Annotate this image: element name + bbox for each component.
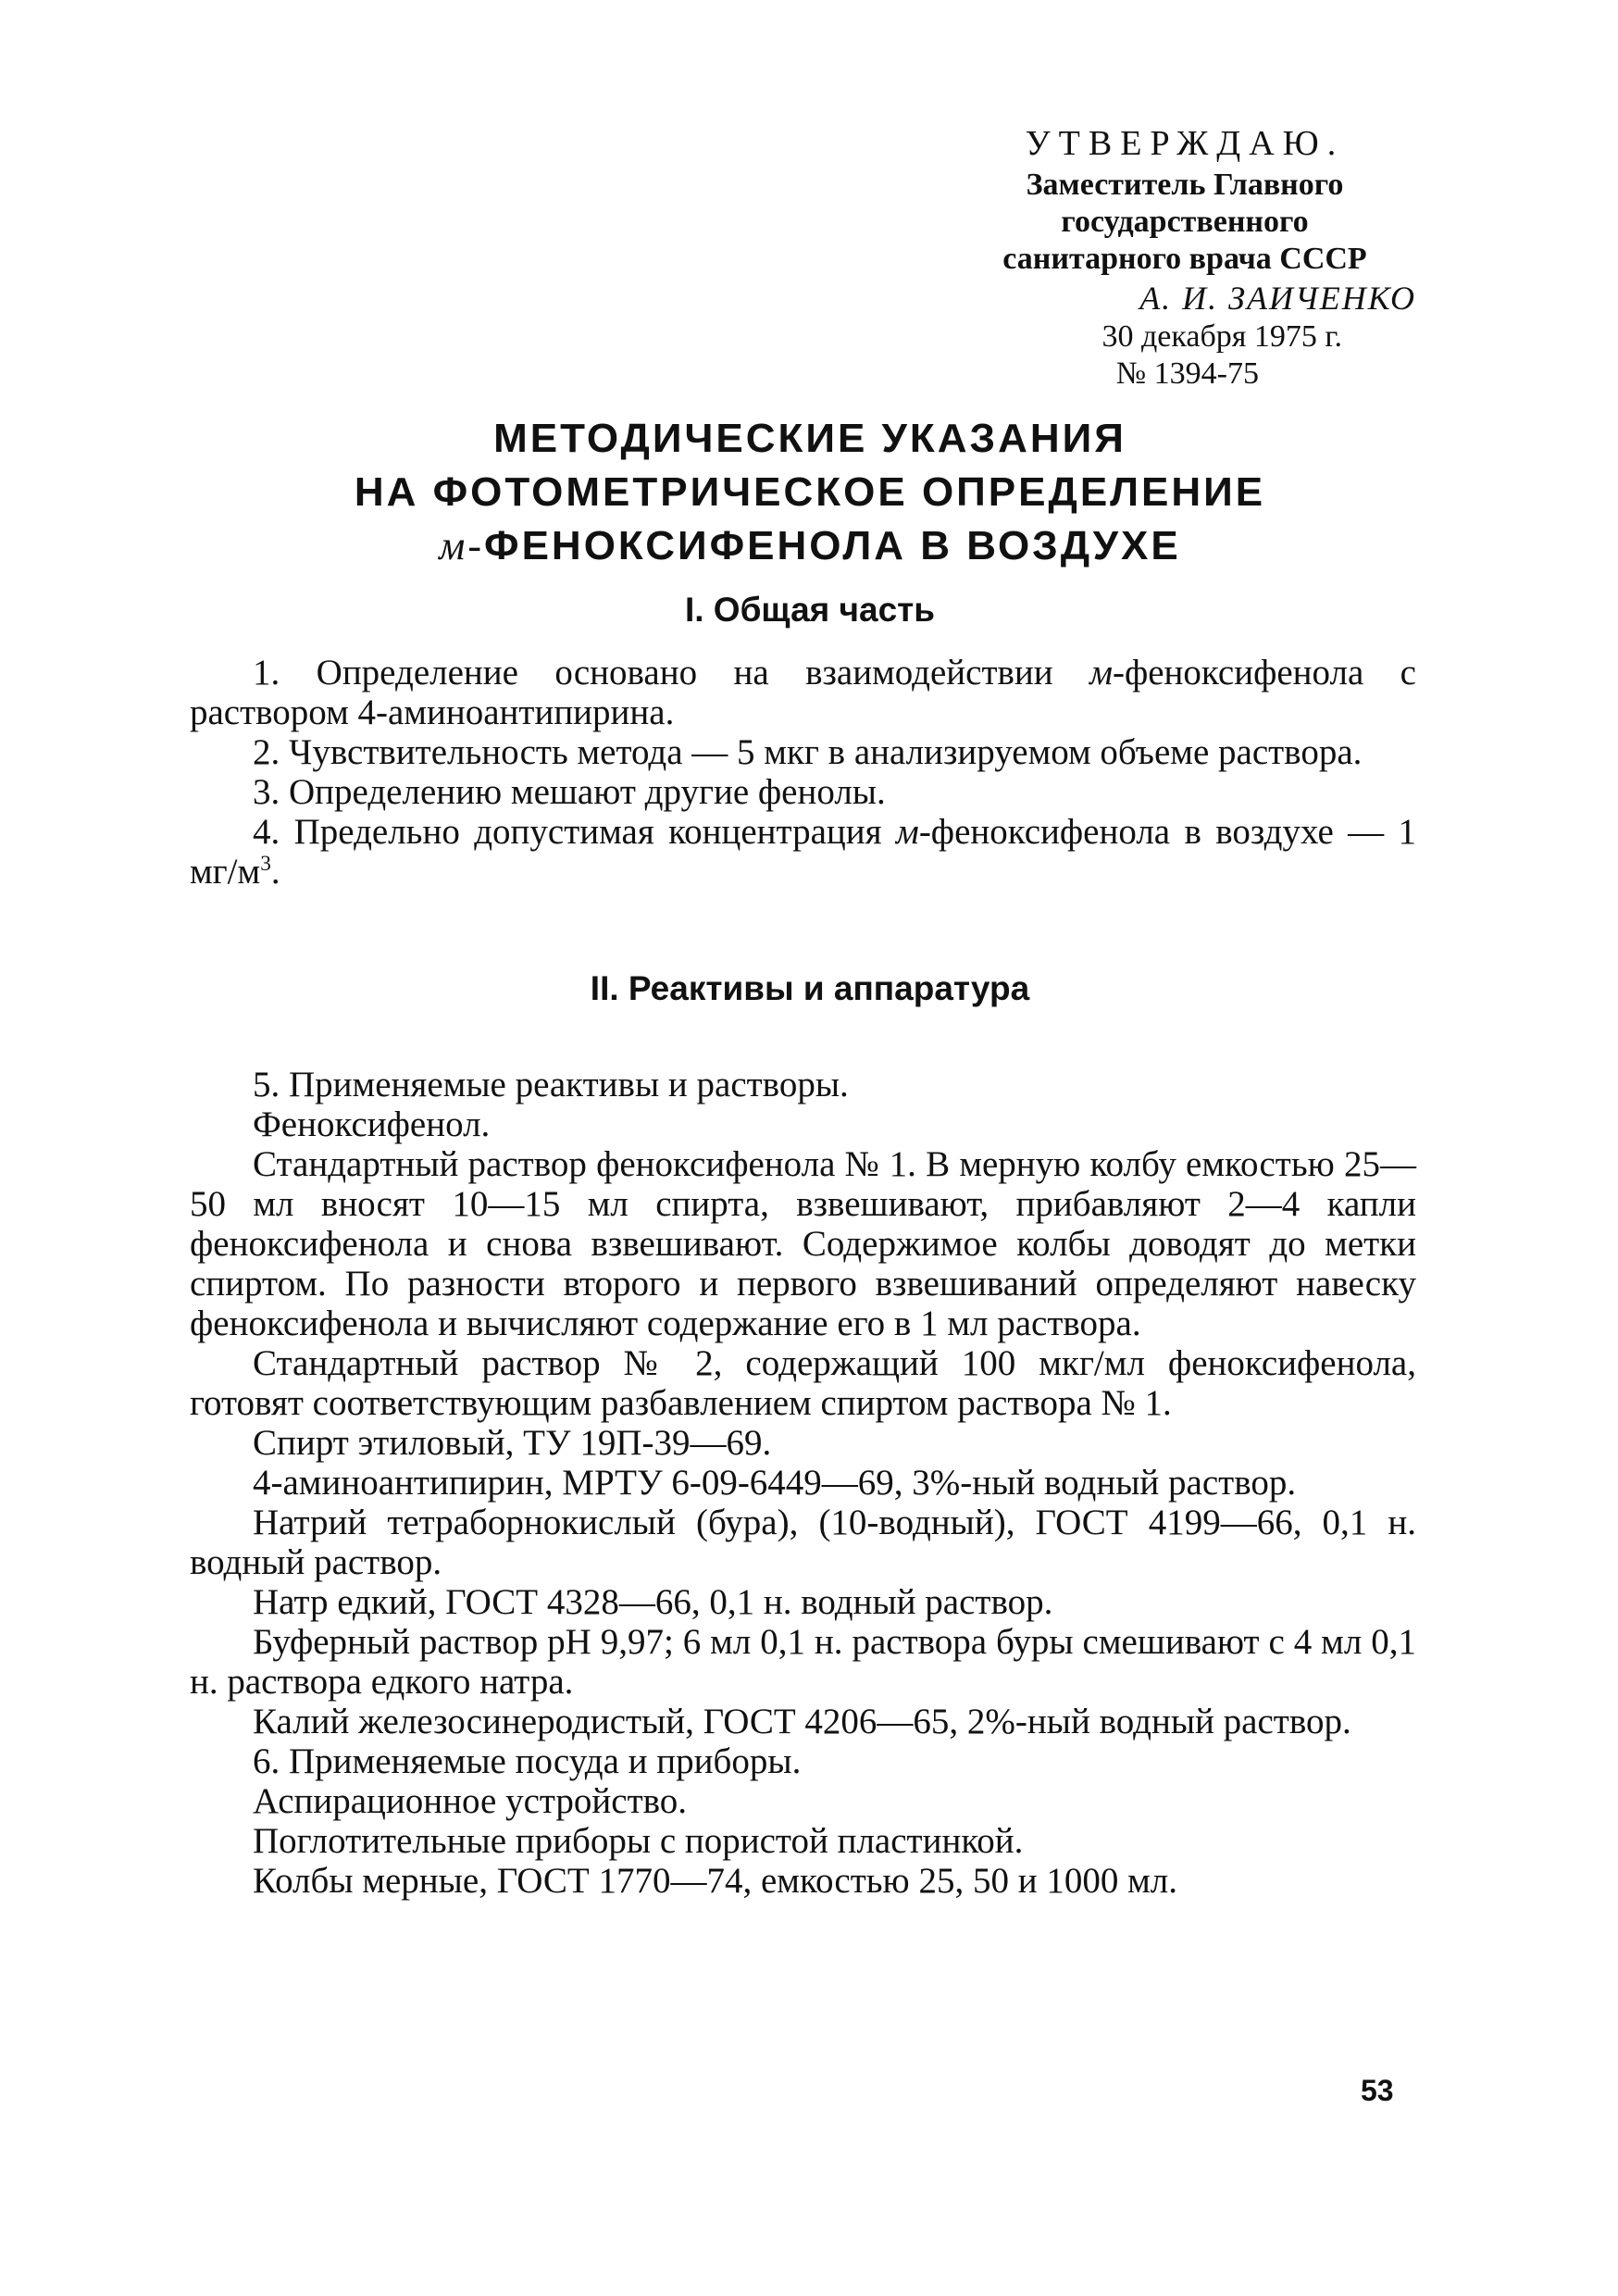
approval-heading: УТВЕРЖДАЮ. <box>1025 124 1345 163</box>
section-2-paragraph-9: Спирт этиловый, ТУ 19П-39—69. <box>253 1423 772 1463</box>
section-2-paragraph-15: 6. Применяемые посуда и приборы. <box>253 1741 802 1781</box>
section-2-paragraph-17: Поглотительные приборы с пористой пластинкой. <box>253 1821 1024 1861</box>
approval-number: № 1394-75 <box>1115 356 1259 391</box>
section-1-heading: I. Общая часть <box>684 591 936 629</box>
section-2-paragraph-16: Аспирационное устройство. <box>253 1781 688 1821</box>
page-number: 53 <box>1361 2074 1394 2107</box>
section-1-paragraph-1: 1. Определение основано на взаимодействии м-феноксифенола с раствором 4-аминоантипирина. <box>190 653 1416 732</box>
section-1-paragraph-2: 2. Чувствительность метода — 5 мкг в анализируемом объеме раствора. <box>253 732 1363 772</box>
section-2-paragraph-12: Натр едкий, ГОСТ 4328—66, 0,1 н. водный раствор. <box>253 1582 1053 1622</box>
title-line-1: МЕТОДИЧЕСКИЕ УКАЗАНИЯ <box>493 416 1126 461</box>
document-title <box>185 412 1435 573</box>
section-2-paragraph-14: Калий железосинеродистый, ГОСТ 4206—65, 2%-ный водный раствор. <box>253 1702 1351 1741</box>
approver-name: А. И. ЗАИЧЕНКО <box>1139 280 1416 317</box>
approval-position-line-3: санитарного врача СССР <box>1002 242 1367 276</box>
approval-position-line-2: государственного <box>1061 205 1309 239</box>
section-2-body <box>190 1065 1416 1901</box>
section-2-paragraph-6: Феноксифенол. <box>253 1104 491 1144</box>
title-line-3 <box>185 519 1435 573</box>
section-2-paragraph-10: 4-аминоантипирин, МРТУ 6-09-6449—69, 3%-ный водный раствор. <box>253 1463 1297 1503</box>
section-2-paragraph-11: Натрий тетраборнокислый (бура), (10-водный), ГОСТ 4199—66, 0,1 н. водный раствор. <box>190 1503 1416 1582</box>
section-2-paragraph-8: Стандартный раствор № 2, содержащий 100 мкг/мл феноксифенола, готовят соответствующим разбавлением спиртом раствора № 1. <box>190 1343 1416 1423</box>
section-1-paragraph-4: 4. Предельно допустимая концентрация м-феноксифенола в воздухе — 1 $мг/м^3$. <box>190 812 1416 892</box>
title-line-3-rest: ФЕНОКСИФЕНОЛА В ВОЗДУХЕ <box>484 523 1181 568</box>
section-2-paragraph-5: 5. Применяемые реактивы и растворы. <box>253 1065 849 1104</box>
approval-date: 30 декабря 1975 г. <box>1101 319 1342 354</box>
section-2-paragraph-18: Колбы мерные, ГОСТ 1770—74, емкостью 25, 50 и 1000 мл. <box>253 1861 1177 1901</box>
approval-block <box>926 120 1444 393</box>
title-line-3-prefix: м- <box>439 523 485 568</box>
section-2-paragraph-7: Стандартный раствор феноксифенола № 1. В мерную колбу емкостью 25—50 мл вносят 10—15 мл спирта, взвешивают, прибавляют 2—4 капли феноксифенола и снова взвешивают. Содержимое колбы доводят до метки спиртом. По разности второго и первого взвешиваний определяют навеску феноксифенола и вычисляют содержание его в 1 мл раствора. <box>190 1144 1416 1343</box>
section-2-paragraph-13: Буферный раствор pH 9,97; 6 мл 0,1 н. раствора буры смешивают с 4 мл 0,1 н. раствора едкого натра. <box>190 1622 1416 1702</box>
approval-position-line-1: Заместитель Главного <box>1026 168 1344 202</box>
section-1-paragraph-3: 3. Определению мешают другие фенолы. <box>253 772 886 812</box>
title-line-2: НА ФОТОМЕТРИЧЕСКОЕ ОПРЕДЕЛЕНИЕ <box>354 469 1266 515</box>
section-1-body <box>190 653 1416 892</box>
section-2-heading: II. Реактивы и аппаратура <box>590 969 1030 1007</box>
